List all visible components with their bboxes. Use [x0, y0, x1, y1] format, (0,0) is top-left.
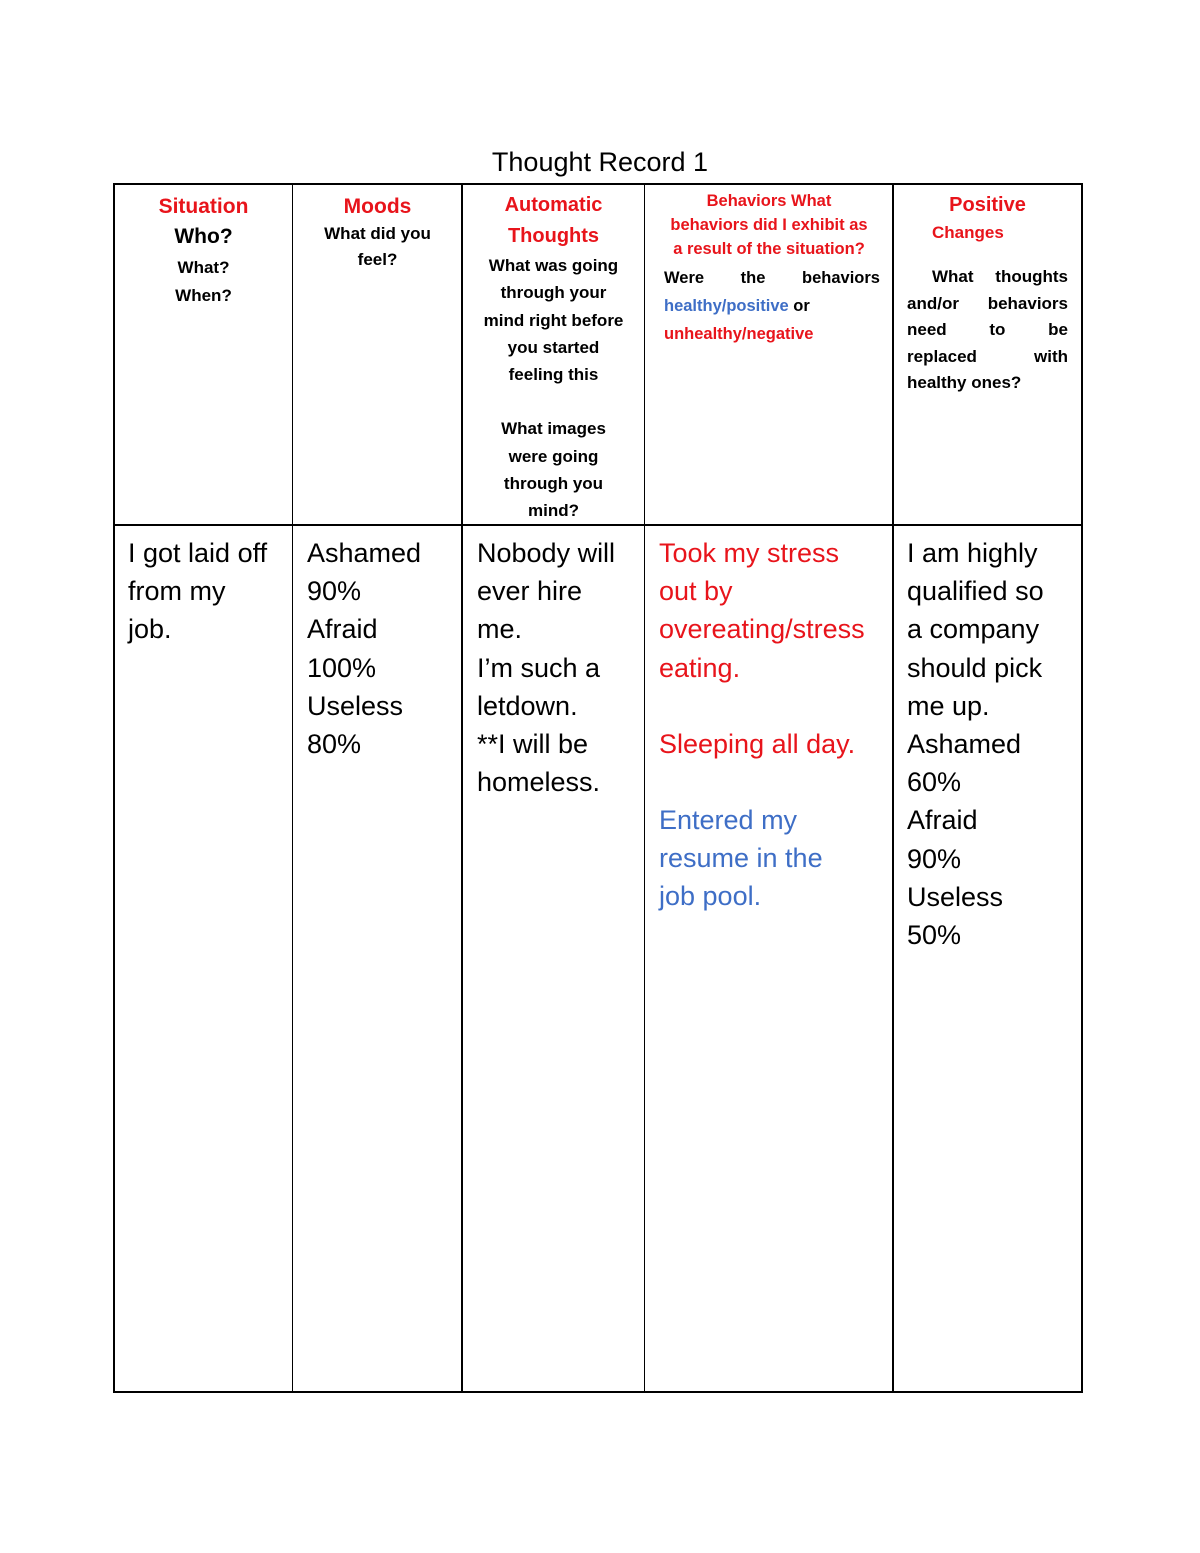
header-positive-changes	[894, 190, 1081, 397]
header-automatic-question-5: feeling this	[508, 365, 599, 385]
entry-behaviors-line: resume in the	[659, 843, 823, 874]
header-automatic-title-2: Thoughts	[507, 225, 600, 247]
entry-positive-line: Afraid	[907, 805, 978, 836]
table-bottom-border	[113, 1391, 1083, 1393]
entry-automatic-line: me.	[477, 614, 523, 645]
header-positive-word-3: and/or	[907, 293, 959, 313]
header-behaviors-title: Behaviors What	[706, 192, 832, 210]
entry-behaviors-line: overeating/stress	[659, 614, 865, 645]
entry-moods-line: Ashamed	[307, 538, 422, 568]
entry-situation-line: from my	[128, 576, 226, 607]
entry-situation-line: job.	[128, 614, 172, 645]
header-positive-subtitle: Changes	[932, 223, 1004, 242]
entry-positive-line: should pick	[907, 652, 1043, 683]
header-situation-when: When?	[175, 286, 232, 305]
entry-behaviors-line: out by	[659, 576, 733, 607]
header-automatic-question-3: mind right before	[483, 310, 624, 330]
header-automatic-question-4: you started	[507, 337, 600, 357]
header-behaviors-healthy: healthy/positive	[664, 297, 789, 315]
entry-behaviors-line: Took my stress	[659, 538, 840, 568]
page-title: Thought Record 1	[491, 147, 709, 177]
entry-automatic-line: ever hire	[477, 576, 583, 607]
header-situation-title: Situation	[158, 195, 249, 218]
header-automatic-question-1: What was going	[488, 256, 619, 275]
entry-positive-line: 60%	[907, 767, 962, 798]
header-positive-word-1: What	[932, 267, 974, 286]
header-situation	[115, 193, 292, 310]
entry-behaviors-line: eating.	[659, 652, 741, 683]
entry-behaviors	[646, 534, 892, 916]
table-right-border	[1081, 183, 1083, 1393]
entry-moods-line: 100%	[307, 652, 377, 683]
header-behaviors-question-2: a result of the situation?	[673, 240, 865, 258]
entry-automatic-line: Nobody will	[477, 538, 616, 568]
header-automatic-thoughts	[463, 190, 644, 525]
column-divider-3	[644, 183, 645, 1393]
header-behaviors-question-3	[664, 265, 880, 291]
entry-positive-changes	[894, 534, 1081, 954]
thought-record-table	[113, 183, 1083, 1393]
entry-behaviors-spacer	[659, 687, 892, 725]
entry-moods-line: Useless	[307, 690, 404, 721]
header-automatic-question-2: through your	[500, 283, 607, 303]
header-positive-word-6: to	[989, 320, 1006, 339]
header-positive-word-8: replaced	[907, 346, 977, 366]
entry-positive-line: qualified so	[907, 576, 1044, 607]
entry-automatic-thoughts	[463, 534, 644, 801]
entry-positive-line: 90%	[907, 843, 962, 874]
header-positive-word-7: be	[1048, 320, 1068, 339]
header-positive-question	[907, 264, 1068, 397]
entry-positive-line: me up.	[907, 690, 990, 721]
entry-behaviors-line: Sleeping all day.	[659, 728, 856, 759]
header-positive-title: Positive	[949, 194, 1026, 216]
header-behaviors-word-the: the	[740, 269, 766, 287]
header-positive-question-2	[907, 291, 1068, 318]
header-behaviors-question-1: behaviors did I exhibit as	[670, 216, 868, 234]
header-behaviors	[646, 189, 892, 347]
header-positive-question-3	[907, 317, 1068, 344]
entry-moods	[294, 534, 461, 763]
entry-automatic-line: I’m such a	[477, 652, 601, 683]
header-positive-word-9: with	[1034, 346, 1068, 366]
table-left-border	[113, 183, 115, 1393]
header-behaviors-healthy-line	[646, 291, 892, 321]
table-top-border	[113, 183, 1083, 185]
entry-moods-line: 80%	[307, 729, 362, 760]
header-automatic-question-8: through you	[503, 474, 604, 494]
header-positive-question-5: healthy ones?	[907, 373, 1022, 392]
header-positive-question-1	[907, 264, 1068, 291]
header-moods-question-1: What did you	[324, 224, 431, 243]
entry-automatic-line: homeless.	[477, 767, 601, 798]
header-moods	[294, 193, 461, 273]
header-automatic-question-6: What images	[501, 419, 606, 439]
header-behaviors-unhealthy: unhealthy/negative	[664, 325, 814, 343]
header-positive-word-2: thoughts	[995, 267, 1068, 286]
header-situation-who: Who?	[174, 225, 233, 248]
header-positive-word-4: behaviors	[987, 293, 1068, 313]
entry-positive-line: Useless	[907, 881, 1004, 912]
header-behaviors-word-behaviors: behaviors	[802, 269, 880, 287]
header-behaviors-word-were: Were	[664, 269, 705, 287]
header-positive-word-5: need	[907, 320, 947, 339]
header-automatic-spacer	[463, 388, 644, 415]
entry-situation-line: I got laid off	[128, 538, 268, 568]
header-positive-question-4	[907, 344, 1068, 371]
header-automatic-title-1: Automatic	[504, 194, 603, 216]
entry-positive-line: I am highly	[907, 538, 1038, 568]
entry-positive-line: a company	[907, 614, 1040, 645]
entry-moods-line: 90%	[307, 576, 362, 607]
entry-situation	[115, 534, 292, 649]
header-moods-title: Moods	[343, 195, 412, 218]
entry-automatic-line: letdown.	[477, 690, 578, 721]
entry-positive-line: 50%	[907, 920, 962, 951]
entry-behaviors-line: job pool.	[659, 881, 762, 912]
entry-positive-line: Ashamed	[907, 729, 1022, 760]
header-situation-what: What?	[177, 258, 230, 277]
entry-automatic-line: **I will be	[477, 729, 589, 760]
header-behaviors-or: or	[793, 297, 810, 315]
header-automatic-question-9: mind?	[528, 501, 579, 521]
entry-behaviors-line: Entered my	[659, 805, 798, 836]
entry-moods-line: Afraid	[307, 614, 378, 645]
entry-behaviors-spacer	[659, 763, 892, 801]
header-moods-question-2: feel?	[357, 250, 398, 269]
column-divider-1	[292, 183, 293, 1393]
header-automatic-question-7: were going	[508, 446, 599, 466]
